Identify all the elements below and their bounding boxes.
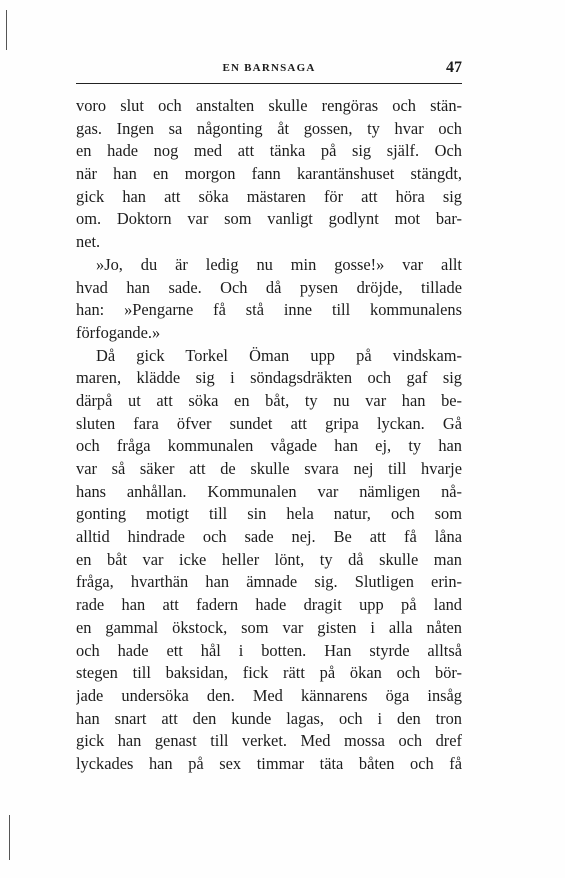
- text-line: net.: [76, 232, 101, 252]
- text-line: jade undersöka den. Med kännarens öga insåg: [76, 685, 462, 705]
- page-header: [76, 60, 462, 80]
- text-line: förfogande.»: [76, 322, 161, 342]
- text-line: gick han att söka mästaren för att höra sig: [76, 186, 462, 206]
- text-line: en båt var icke heller lönt, ty då skulle man: [76, 549, 462, 569]
- header-rule: [76, 83, 462, 84]
- text-line: var så säker att de skulle svara nej till hvarje: [76, 459, 462, 478]
- text-line: Då gick Torkel Öman upp på vindskam-: [96, 345, 462, 365]
- scan-margin-mark-bottom: [9, 815, 10, 860]
- page-number: 47: [446, 59, 462, 76]
- text-line: sluten fara öfver sundet att gripa lyckan. Gå: [76, 413, 462, 433]
- text-line: voro slut och anstalten skulle rengöras och stän-: [76, 96, 462, 115]
- running-title: EN BARNSAGA: [222, 62, 316, 74]
- text-line: och fråga kommunalen vågade han ej, ty han: [76, 436, 462, 456]
- text-line: fråga, hvarthän han ämnade sig. Slutligen erin-: [76, 572, 462, 592]
- text-line: hvad han sade. Och då pysen dröjde, tillade: [76, 277, 462, 297]
- text-line: han snart att den kunde lagas, och i den tron: [76, 708, 462, 728]
- text-line: han: »Pengarne få stå inne till kommunalens: [76, 300, 462, 320]
- text-line: därpå ut att söka en båt, ty nu var han be-: [76, 390, 462, 410]
- text-line: rade han att fadern hade dragit upp på land: [76, 595, 462, 615]
- text-line: maren, klädde sig i söndagsdräkten och gaf sig: [76, 368, 462, 388]
- text-line: gas. Ingen sa någonting åt gossen, ty hvar och: [76, 118, 462, 138]
- text-line: »Jo, du är ledig nu min gosse!» var allt: [96, 254, 462, 274]
- text-line: stegen till baksidan, fick rätt på ökan och bör-: [76, 663, 462, 683]
- body-text: [76, 95, 462, 776]
- scan-margin-mark-top: [6, 10, 7, 50]
- text-line: lyckades han på sex timmar täta båten och få: [76, 753, 462, 773]
- text-line: gick han genast till verket. Med mossa och dref: [76, 731, 462, 751]
- text-line: hans anhållan. Kommunalen var nämligen nå-: [76, 481, 462, 501]
- text-line: när han en morgon fann karantänshuset stängdt,: [76, 164, 462, 184]
- text-line: en hade nog med att tänka på sig själf. Och: [76, 141, 462, 161]
- text-line: gonting motigt till sin hela natur, och som: [76, 504, 462, 524]
- text-line: en gammal ökstock, som var gisten i alla nåten: [76, 617, 462, 637]
- text-line: och hade ett hål i botten. Han styrde alltså: [76, 640, 462, 660]
- text-line: om. Doktorn var som vanligt godlynt mot bar-: [76, 209, 462, 229]
- text-line: alltid hindrade och sade nej. Be att få låna: [76, 527, 462, 547]
